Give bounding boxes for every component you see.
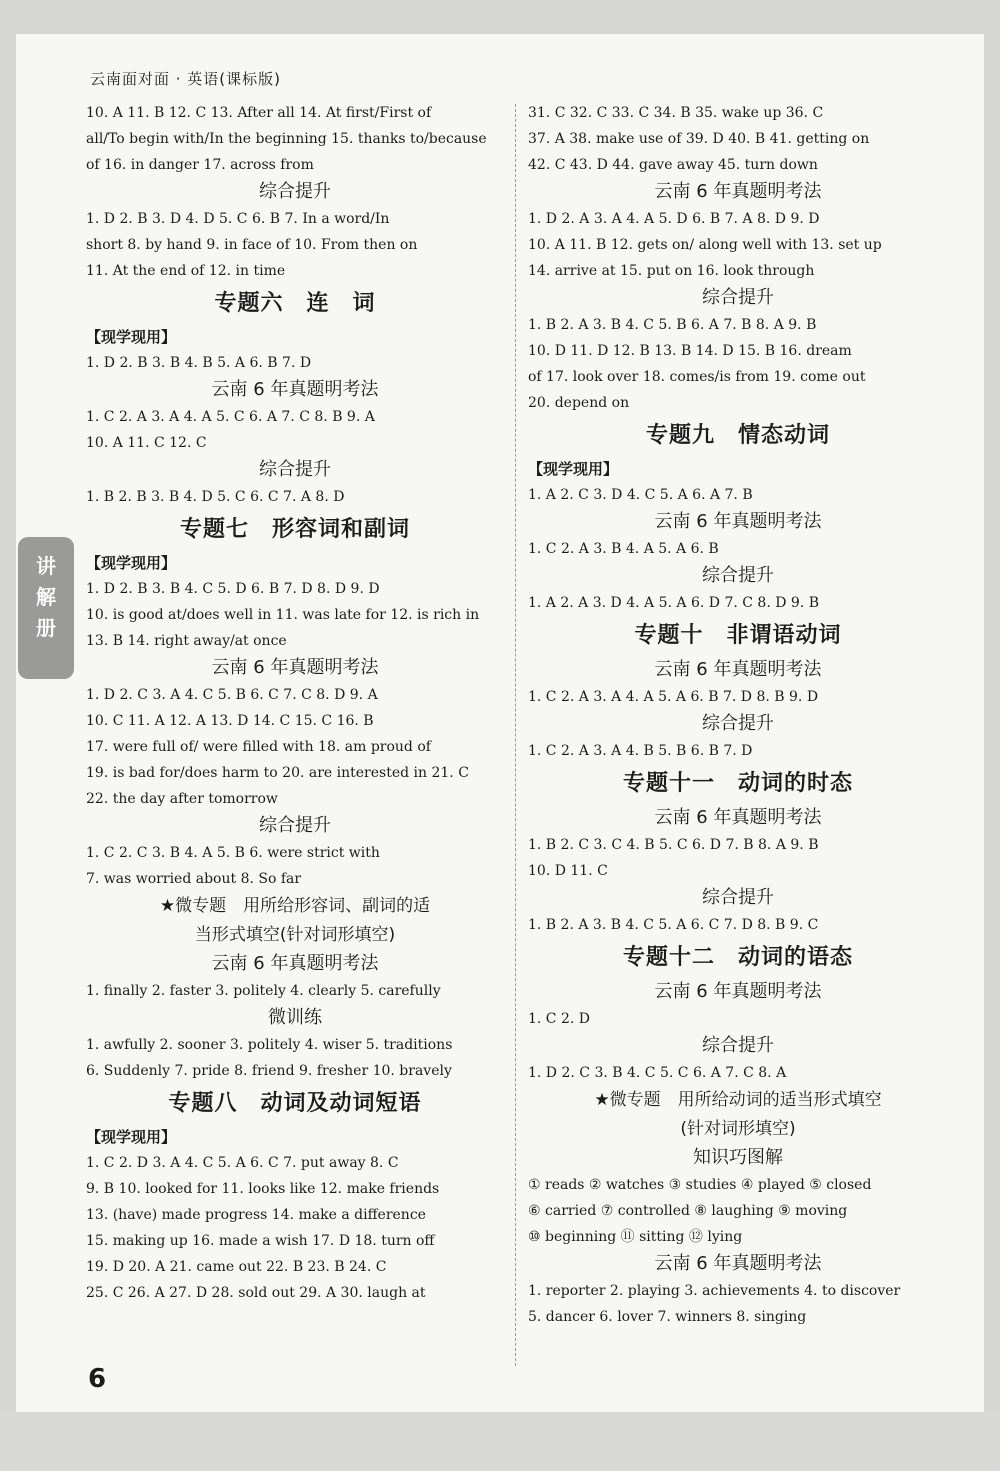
- topic-title: 专题九 情态动词: [645, 423, 830, 448]
- side-tab: [18, 537, 74, 679]
- section-heading: 云南 6 年真题明考法: [654, 511, 822, 532]
- section-heading: 云南 6 年真题明考法: [654, 181, 822, 202]
- answer-line: 37. A 38. make use of 39. D 40. B 41. getting on: [528, 131, 870, 147]
- section-heading: 综合提升: [259, 459, 331, 480]
- answer-line: 1. C 2. A 3. A 4. B 5. B 6. B 7. D: [528, 743, 753, 759]
- section-heading: 综合提升: [702, 565, 774, 586]
- answer-line: 22. the day after tomorrow: [86, 791, 278, 807]
- side-tab-char: 解: [36, 585, 56, 609]
- section-heading: 云南 6 年真题明考法: [211, 953, 379, 974]
- answer-line: 1. C 2. A 3. B 4. A 5. A 6. B: [528, 541, 719, 557]
- section-heading: 云南 6 年真题明考法: [654, 1253, 822, 1274]
- answer-line: 10. D 11. C: [528, 863, 608, 879]
- practice-label: 【现学现用】: [86, 1128, 177, 1146]
- answer-line: of 17. look over 18. comes/is from 19. come out: [528, 369, 866, 385]
- answer-line: 1. awfully 2. sooner 3. politely 4. wiser 5. traditions: [86, 1037, 453, 1053]
- topic-title: 专题七 形容词和副词: [179, 517, 410, 542]
- section-heading: 综合提升: [702, 287, 774, 308]
- answer-line: 1. A 2. C 3. D 4. C 5. A 6. A 7. B: [528, 487, 753, 503]
- page-number: 6: [88, 1364, 107, 1394]
- micro-topic-heading: 当形式填空(针对词形填空): [194, 925, 396, 945]
- bottom-band: [0, 1412, 1000, 1471]
- side-tab-char: 讲: [36, 554, 56, 578]
- answer-line: 1. D 2. C 3. A 4. C 5. B 6. C 7. C 8. D 9. A: [86, 687, 378, 703]
- answer-line: ⑩ beginning ⑪ sitting ⑫ lying: [528, 1229, 743, 1245]
- answer-line: 14. arrive at 15. put on 16. look through: [528, 263, 815, 279]
- section-heading: 云南 6 年真题明考法: [654, 981, 822, 1002]
- answer-line: 1. reporter 2. playing 3. achievements 4. to discover: [528, 1283, 901, 1299]
- practice-label: 【现学现用】: [86, 554, 177, 572]
- answer-line: 7. was worried about 8. So far: [86, 871, 302, 887]
- practice-label: 【现学现用】: [528, 460, 619, 478]
- section-heading: 云南 6 年真题明考法: [654, 659, 822, 680]
- answer-line: 20. depend on: [528, 395, 630, 411]
- answer-line: 10. A 11. C 12. C: [86, 435, 207, 451]
- answer-line: 1. finally 2. faster 3. politely 4. clearly 5. carefully: [86, 983, 441, 999]
- section-heading: 综合提升: [259, 181, 331, 202]
- answer-line: 13. (have) made progress 14. make a difference: [86, 1207, 426, 1223]
- answer-line: 6. Suddenly 7. pride 8. friend 9. fresher 10. bravely: [86, 1063, 452, 1079]
- answer-line: 1. C 2. C 3. B 4. A 5. B 6. were strict with: [86, 845, 380, 861]
- answer-line: 15. making up 16. made a wish 17. D 18. turn off: [86, 1233, 435, 1249]
- answer-line: 5. dancer 6. lover 7. winners 8. singing: [528, 1309, 807, 1325]
- answer-line: 31. C 32. C 33. C 34. B 35. wake up 36. C: [528, 105, 824, 121]
- answer-line: 10. C 11. A 12. A 13. D 14. C 15. C 16. B: [86, 713, 374, 729]
- answer-line: 13. B 14. right away/at once: [86, 633, 287, 649]
- column-divider: [515, 104, 516, 1366]
- answer-line: all/To begin with/In the beginning 15. thanks to/because: [86, 131, 487, 147]
- answer-line: 1. B 2. A 3. B 4. C 5. A 6. C 7. D 8. B 9. C: [528, 917, 819, 933]
- answer-line: 1. C 2. A 3. A 4. A 5. C 6. A 7. C 8. B 9. A: [86, 409, 375, 425]
- answer-line: 1. D 2. B 3. B 4. C 5. D 6. B 7. D 8. D 9. D: [86, 581, 380, 597]
- answer-line: ① reads ② watches ③ studies ④ played ⑤ closed: [528, 1177, 872, 1193]
- micro-topic-heading: (针对词形填空): [680, 1119, 796, 1139]
- answer-line: 19. is bad for/does harm to 20. are interested in 21. C: [86, 765, 469, 781]
- answer-line: 25. C 26. A 27. D 28. sold out 29. A 30. laugh at: [86, 1285, 426, 1301]
- section-heading: 综合提升: [702, 713, 774, 734]
- topic-title: 专题十 非谓语动词: [634, 623, 842, 648]
- answer-line: 1. B 2. B 3. B 4. D 5. C 6. C 7. A 8. D: [86, 489, 345, 505]
- section-heading: 云南 6 年真题明考法: [211, 657, 379, 678]
- section-heading: 综合提升: [702, 887, 774, 908]
- section-heading: 微训练: [268, 1007, 322, 1028]
- topic-title: 专题十一 动词的时态: [622, 771, 853, 796]
- answer-line: 42. C 43. D 44. gave away 45. turn down: [528, 157, 818, 173]
- answer-line: 1. C 2. A 3. A 4. A 5. A 6. B 7. D 8. B 9. D: [528, 689, 819, 705]
- answer-line: 1. B 2. A 3. B 4. C 5. B 6. A 7. B 8. A 9. B: [528, 317, 817, 333]
- micro-topic-heading: ★微专题 用所给形容词、副词的适: [159, 896, 431, 916]
- answer-line: 10. is good at/does well in 11. was late for 12. is rich in: [86, 607, 480, 623]
- answer-line: 1. D 2. B 3. B 4. B 5. A 6. B 7. D: [86, 355, 312, 371]
- answer-line: 1. A 2. A 3. D 4. A 5. A 6. D 7. C 8. D 9. B: [528, 595, 819, 611]
- answer-line: 1. C 2. D: [528, 1011, 591, 1027]
- section-heading: 云南 6 年真题明考法: [654, 807, 822, 828]
- side-tab-char: 册: [36, 616, 56, 640]
- practice-label: 【现学现用】: [86, 328, 177, 346]
- answer-line: 10. A 11. B 12. gets on/ along well with 13. set up: [528, 237, 882, 253]
- topic-title: 专题八 动词及动词短语: [168, 1091, 422, 1116]
- section-heading: 云南 6 年真题明考法: [211, 379, 379, 400]
- section-heading: 综合提升: [259, 815, 331, 836]
- page-header: 云南面对面 · 英语(课标版): [90, 70, 282, 88]
- answer-line: of 16. in danger 17. across from: [86, 157, 314, 173]
- answer-line: 1. C 2. D 3. A 4. C 5. A 6. C 7. put away 8. C: [86, 1155, 399, 1171]
- right-column: [528, 100, 948, 1330]
- answer-line: 1. D 2. C 3. B 4. C 5. C 6. A 7. C 8. A: [528, 1065, 787, 1081]
- answer-line: 9. B 10. looked for 11. looks like 12. make friends: [86, 1181, 440, 1197]
- answer-line: 1. D 2. B 3. D 4. D 5. C 6. B 7. In a word/In: [86, 211, 390, 227]
- section-heading: 知识巧图解: [693, 1147, 783, 1168]
- topic-title: 专题六 连 词: [214, 291, 376, 316]
- answer-line: ⑥ carried ⑦ controlled ⑧ laughing ⑨ moving: [528, 1203, 848, 1219]
- answer-line: 10. A 11. B 12. C 13. After all 14. At first/First of: [86, 105, 432, 121]
- micro-topic-heading: ★微专题 用所给动词的适当形式填空: [594, 1090, 882, 1110]
- answer-line: 17. were full of/ were filled with 18. am proud of: [86, 739, 431, 755]
- answer-line: short 8. by hand 9. in face of 10. From then on: [86, 237, 418, 253]
- answer-line: 19. D 20. A 21. came out 22. B 23. B 24. C: [86, 1259, 387, 1275]
- left-column: [86, 100, 504, 1306]
- answer-line: 10. D 11. D 12. B 13. B 14. D 15. B 16. dream: [528, 343, 852, 359]
- topic-title: 专题十二 动词的语态: [622, 945, 853, 970]
- section-heading: 综合提升: [702, 1035, 774, 1056]
- answer-line: 1. D 2. A 3. A 4. A 5. D 6. B 7. A 8. D 9. D: [528, 211, 820, 227]
- answer-line: 1. B 2. C 3. C 4. B 5. C 6. D 7. B 8. A 9. B: [528, 837, 819, 853]
- answer-line: 11. At the end of 12. in time: [86, 263, 286, 279]
